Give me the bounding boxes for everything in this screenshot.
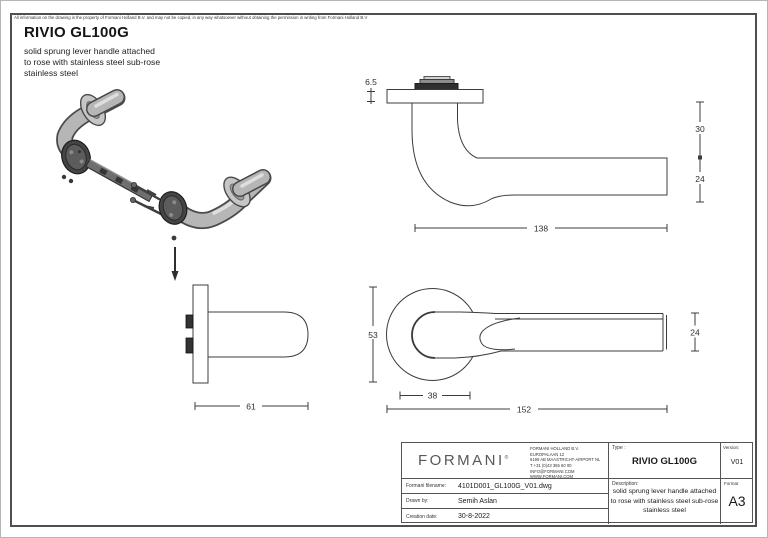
drawn-by-value: Semih Aslan <box>458 497 497 505</box>
dim-label-total-length: 152 <box>516 404 532 415</box>
dim-rose-width <box>400 390 470 402</box>
dim-label-grip-front: 24 <box>690 327 700 338</box>
spindle-bar <box>86 160 153 202</box>
dim-top-length <box>195 400 308 412</box>
dim-label-rose-thickness: 6.5 <box>365 77 377 87</box>
title-block-version-cell <box>721 443 753 479</box>
dim-label-rose-diameter: 53 <box>368 330 378 340</box>
description-label: Description: <box>612 481 639 487</box>
description-value <box>609 487 720 516</box>
left-fixing-screw <box>62 175 66 179</box>
product-description <box>24 46 160 80</box>
formani-logo <box>418 452 508 469</box>
dim-label-top-length: 61 <box>246 401 256 412</box>
left-fixing-screw <box>69 179 73 183</box>
spindle-clip <box>186 315 193 328</box>
description-line: stainless steel <box>643 507 686 515</box>
dim-grip-front <box>687 313 703 351</box>
rose-plate-side <box>387 90 483 104</box>
creation-date-value: 30-8-2022 <box>458 513 490 520</box>
title-block-type-cell <box>609 443 721 479</box>
filename-value: 4101D001_GL100G_V01.dwg <box>458 482 552 490</box>
spindle-clip <box>186 338 193 353</box>
dim-label-neck-height: 30 <box>695 124 705 134</box>
side-view-drawing <box>360 75 710 235</box>
type-label: Type : <box>612 445 626 451</box>
filename-label: Formani filename: <box>406 483 447 489</box>
rose-plate-top <box>193 285 208 383</box>
address-line: INFO@FORMANI.COM <box>530 468 575 474</box>
front-view-drawing <box>360 270 710 420</box>
dim-neck-and-grip <box>692 102 708 202</box>
lever-outline-side <box>412 103 667 206</box>
address-line: 6199 AB MAASTRICHT-AIRPORT NL <box>530 457 601 463</box>
address-line: WWW.FORMANI.COM <box>530 474 574 480</box>
product-description-line: stainless steel <box>24 68 78 79</box>
formani-logo-text: FORMANI <box>418 452 505 469</box>
drawn-by-label: Drawn by: <box>406 498 429 504</box>
title-block-description-cell <box>609 479 721 524</box>
title-block-format-cell <box>721 479 753 524</box>
top-view-drawing <box>160 270 320 415</box>
lever-outline-top <box>208 312 308 357</box>
dim-rose-diameter <box>364 287 382 382</box>
copyright-disclaimer: All information on the drawing is the property of Formani Holland B.V. and may not be copied, in any way whatsoever without obtaining the permission in writing from Formani Holland B.V <box>14 15 368 20</box>
type-value: RIVIO GL100G <box>632 456 697 467</box>
title-block <box>401 442 753 523</box>
dim-label-grip-section: 24 <box>695 174 705 184</box>
exploded-right-lever <box>144 172 263 227</box>
description-line: to rose with stainless steel sub-rose <box>610 497 719 505</box>
registered-mark: ® <box>504 455 509 461</box>
address-line: FORMANI HOLLAND B.V. <box>530 446 579 451</box>
description-line: solid sprung lever handle attached <box>612 488 717 495</box>
title-block-drawnby-row <box>402 494 609 509</box>
dim-label-rose-width: 38 <box>427 390 438 401</box>
company-address <box>530 446 600 480</box>
dim-total-length <box>387 403 667 415</box>
address-line: T +31 (0)43 365 60 00 <box>530 463 572 469</box>
title-block-date-row <box>402 509 609 524</box>
dim-side-length <box>415 222 667 234</box>
version-value: V01 <box>730 459 744 466</box>
grub-screw <box>172 236 177 241</box>
format-label: Format <box>724 481 739 486</box>
dim-rose-thickness <box>365 77 377 104</box>
product-description-line: to rose with stainless steel sub-rose <box>24 57 161 68</box>
title-block-filename-row <box>402 479 609 494</box>
address-line: EUROPALAAN 12 <box>530 451 565 457</box>
format-value: A3 <box>728 493 746 509</box>
creation-date-label: Creation date: <box>406 513 438 520</box>
exploded-assembly-view <box>30 80 300 290</box>
product-title: RIVIO GL100G <box>24 24 129 41</box>
product-description-line: solid sprung lever handle attached <box>24 46 155 56</box>
title-block-logo-cell <box>402 443 609 479</box>
version-label: Version: <box>723 445 740 450</box>
dim-label-side-length: 138 <box>533 223 549 234</box>
subrose-cap-base <box>415 84 458 90</box>
